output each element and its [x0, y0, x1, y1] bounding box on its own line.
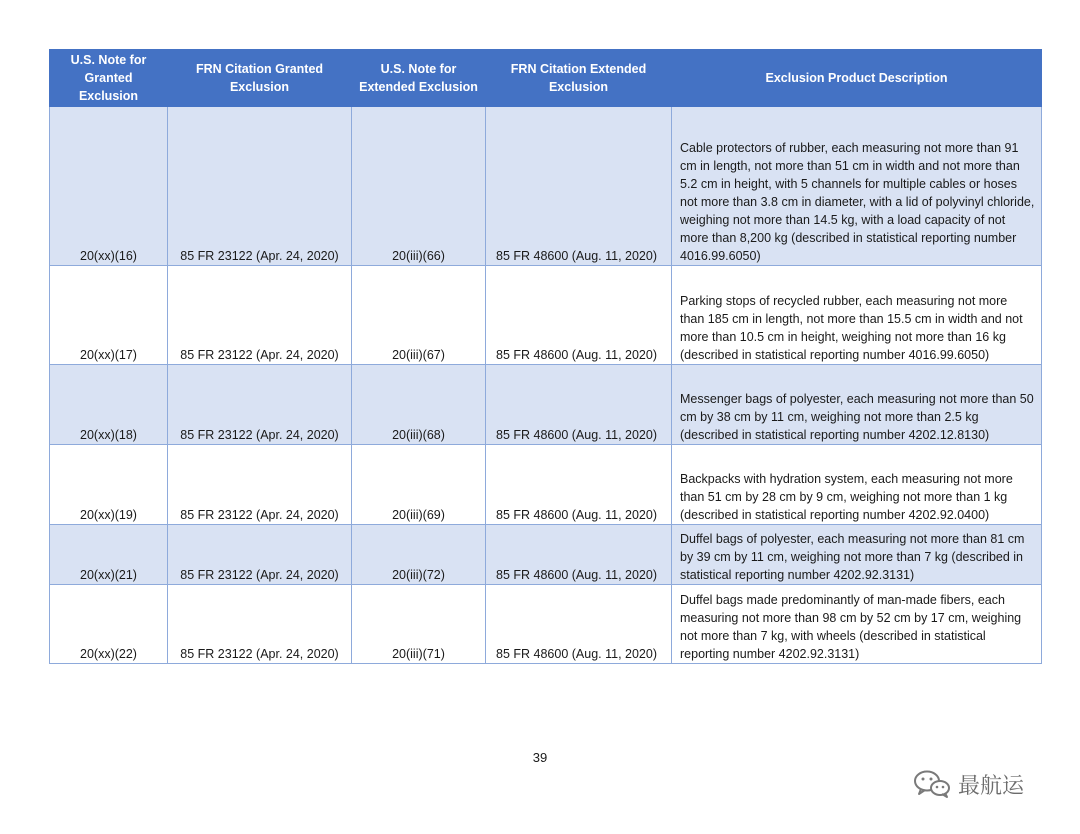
cell-description: Backpacks with hydration system, each measuring not more than 51 cm by 28 cm by 9 cm, weighing not more than 1 kg (described in statistical reporting number 4202.92.0400) [672, 445, 1042, 525]
cell-frn-extended: 85 FR 48600 (Aug. 11, 2020) [486, 266, 672, 365]
header-frn-granted: FRN Citation Granted Exclusion [168, 50, 352, 107]
watermark-text: 最航运 [958, 773, 1025, 799]
cell-description: Cable protectors of rubber, each measuring not more than 91 cm in length, not more than 51 cm in width and not more than 5.2 cm in height, with 5 channels for multiple cables or hoses not more than 3.8 cm in diameter, with a lid of polyvinyl chloride, weighing not more than 14.5 kg, with a load capacity of not more than 8,200 kg (described in statistical reporting number 4016.99.6050) [672, 107, 1042, 266]
cell-note-granted: 20(xx)(21) [50, 525, 168, 585]
cell-frn-extended: 85 FR 48600 (Aug. 11, 2020) [486, 107, 672, 266]
cell-note-extended: 20(iii)(69) [352, 445, 486, 525]
table-row [50, 365, 1042, 445]
cell-description: Duffel bags made predominantly of man-made fibers, each measuring not more than 98 cm by 52 cm by 17 cm, weighing not more than 7 kg, with wheels (described in statistical reporting number 4202.92.3131) [672, 585, 1042, 664]
cell-note-granted: 20(xx)(19) [50, 445, 168, 525]
cell-description: Messenger bags of polyester, each measuring not more than 50 cm by 38 cm by 11 cm, weighing not more than 2.5 kg (described in statistical reporting number 4202.12.8130) [672, 365, 1042, 445]
cell-frn-granted: 85 FR 23122 (Apr. 24, 2020) [168, 266, 352, 365]
cell-description: Duffel bags of polyester, each measuring not more than 81 cm by 39 cm by 11 cm, weighing not more than 7 kg (described in statistical reporting number 4202.92.3131) [672, 525, 1042, 585]
cell-note-extended: 20(iii)(72) [352, 525, 486, 585]
table-row [50, 266, 1042, 365]
cell-frn-granted: 85 FR 23122 (Apr. 24, 2020) [168, 585, 352, 664]
cell-note-granted: 20(xx)(22) [50, 585, 168, 664]
cell-frn-extended: 85 FR 48600 (Aug. 11, 2020) [486, 585, 672, 664]
cell-frn-extended: 85 FR 48600 (Aug. 11, 2020) [486, 445, 672, 525]
header-description: Exclusion Product Description [672, 50, 1042, 107]
cell-note-extended: 20(iii)(71) [352, 585, 486, 664]
header-frn-extended: FRN Citation Extended Exclusion [486, 50, 672, 107]
table-row [50, 525, 1042, 585]
cell-frn-granted: 85 FR 23122 (Apr. 24, 2020) [168, 525, 352, 585]
cell-note-granted: 20(xx)(16) [50, 107, 168, 266]
table-row [50, 107, 1042, 266]
header-note-granted: U.S. Note for Granted Exclusion [50, 50, 168, 107]
watermark [912, 768, 1024, 800]
cell-frn-granted: 85 FR 23122 (Apr. 24, 2020) [168, 365, 352, 445]
exclusions-table [49, 49, 1042, 664]
cell-frn-granted: 85 FR 23122 (Apr. 24, 2020) [168, 445, 352, 525]
table-header-row [50, 50, 1042, 107]
cell-note-granted: 20(xx)(18) [50, 365, 168, 445]
cell-note-extended: 20(iii)(68) [352, 365, 486, 445]
wechat-icon [912, 768, 952, 800]
table-row [50, 445, 1042, 525]
cell-frn-extended: 85 FR 48600 (Aug. 11, 2020) [486, 525, 672, 585]
header-note-extended: U.S. Note for Extended Exclusion [352, 50, 486, 107]
cell-frn-granted: 85 FR 23122 (Apr. 24, 2020) [168, 107, 352, 266]
page-number: 39 [532, 750, 548, 765]
cell-note-extended: 20(iii)(66) [352, 107, 486, 266]
cell-description: Parking stops of recycled rubber, each measuring not more than 185 cm in length, not more than 15.5 cm in width and not more than 10.5 cm in height, weighing not more than 16 kg (described in statistical reporting number 4016.99.6050) [672, 266, 1042, 365]
cell-note-granted: 20(xx)(17) [50, 266, 168, 365]
cell-frn-extended: 85 FR 48600 (Aug. 11, 2020) [486, 365, 672, 445]
table-row [50, 585, 1042, 664]
cell-note-extended: 20(iii)(67) [352, 266, 486, 365]
